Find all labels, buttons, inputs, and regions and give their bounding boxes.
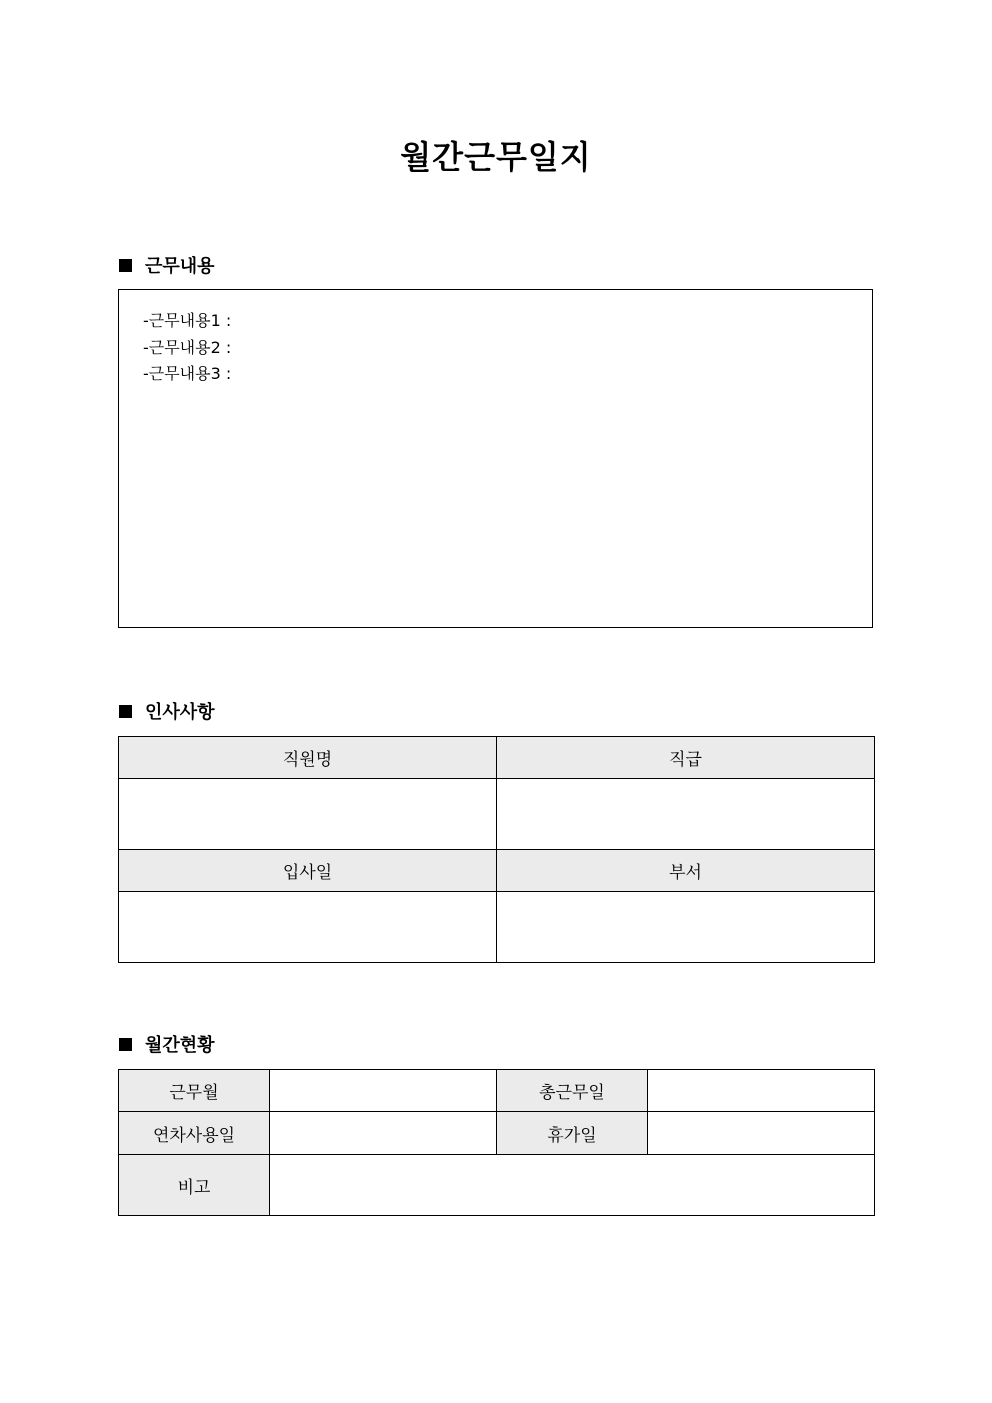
monthly-label-work-month: 근무월	[119, 1070, 270, 1112]
monthly-label-remarks: 비고	[119, 1155, 270, 1216]
section-heading-hr-label: 인사사항	[145, 702, 215, 723]
monthly-value-leave-used[interactable]	[270, 1112, 497, 1155]
work-content-box[interactable]	[118, 289, 873, 628]
hr-value-rank[interactable]	[497, 779, 875, 850]
section-heading-hr	[119, 699, 215, 723]
square-bullet-icon	[119, 1038, 132, 1051]
hr-label-rank: 직급	[497, 737, 875, 779]
work-content-line-2: -근무내용2 :	[143, 337, 232, 357]
monthly-value-holidays[interactable]	[648, 1112, 875, 1155]
hr-value-name[interactable]	[119, 779, 497, 850]
work-content-line-1: -근무내용1 :	[143, 311, 232, 330]
document-title: 월간근무일지	[400, 138, 592, 176]
section-heading-monthly-label: 월간현황	[145, 1035, 215, 1056]
section-heading-work	[119, 253, 215, 277]
work-content-line-3: -근무내용3 :	[143, 364, 232, 383]
monthly-label-leave-used: 연차사용일	[119, 1112, 270, 1155]
monthly-label-holidays: 휴가일	[497, 1112, 648, 1155]
hr-label-department: 부서	[497, 850, 875, 892]
monthly-label-total-days: 총근무일	[497, 1070, 648, 1112]
square-bullet-icon	[119, 259, 132, 272]
hr-value-join-date[interactable]	[119, 892, 497, 963]
hr-label-name: 직원명	[119, 737, 497, 779]
section-heading-work-label: 근무내용	[145, 256, 215, 277]
monthly-value-work-month[interactable]	[270, 1070, 497, 1112]
square-bullet-icon	[119, 705, 132, 718]
monthly-value-remarks[interactable]	[270, 1155, 875, 1216]
monthly-value-total-days[interactable]	[648, 1070, 875, 1112]
monthly-table	[118, 1069, 875, 1216]
section-heading-monthly	[119, 1032, 215, 1056]
hr-value-department[interactable]	[497, 892, 875, 963]
hr-label-join-date: 입사일	[119, 850, 497, 892]
hr-table	[118, 736, 875, 963]
